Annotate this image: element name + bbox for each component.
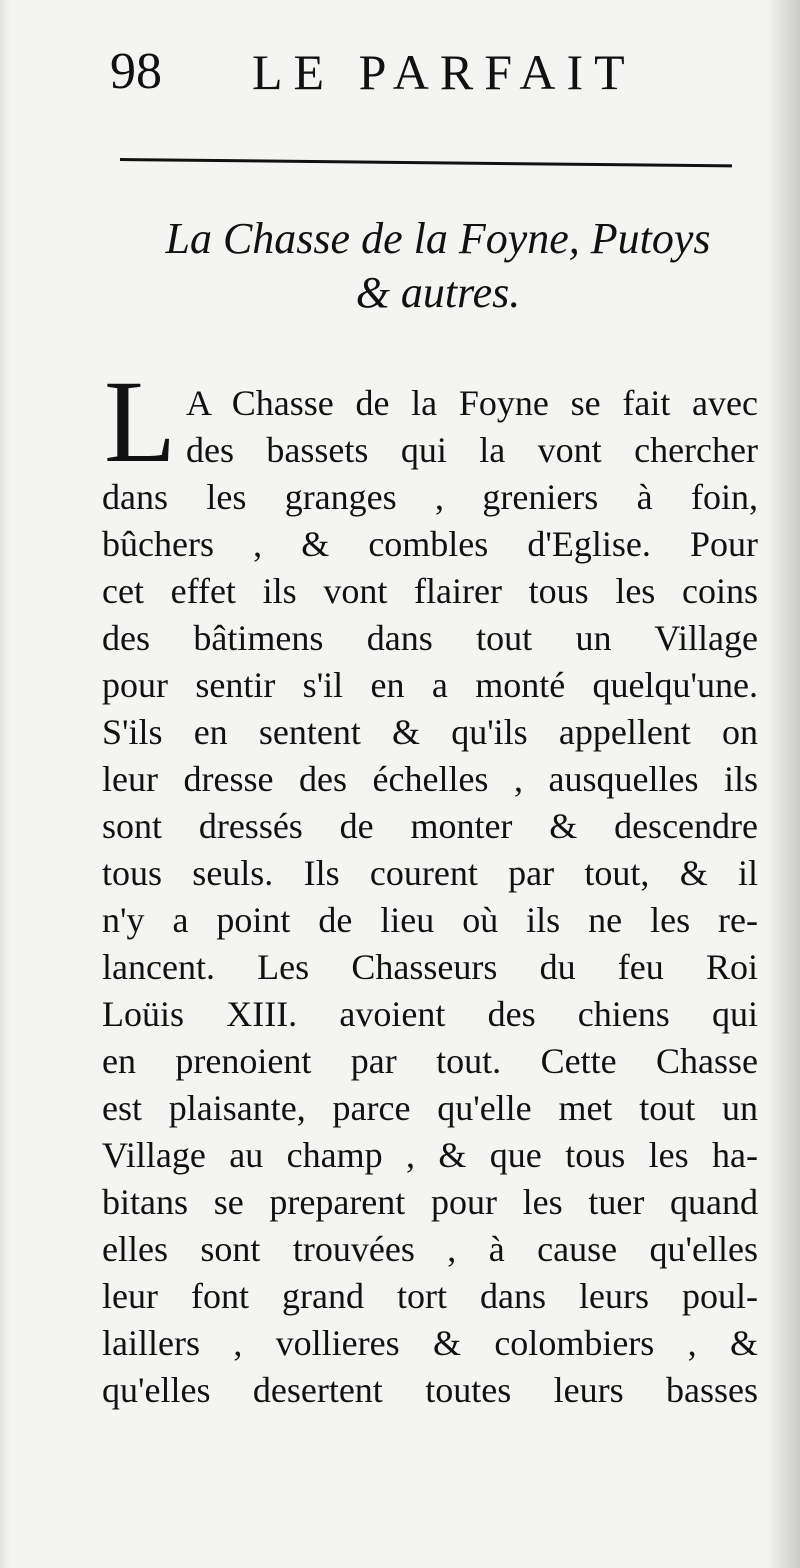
body-line: S'ils en sentent & qu'ils appellent on bbox=[102, 712, 758, 752]
body-line: leur dresse des échelles , ausquelles ils bbox=[102, 759, 758, 799]
body-line: des bâtimens dans tout un Village bbox=[102, 618, 758, 658]
page-edge-shadow bbox=[766, 0, 800, 1568]
running-title: LE PARFAIT bbox=[252, 44, 636, 100]
body-line: qu'elles desertent toutes leurs basses bbox=[102, 1370, 758, 1410]
page-number: 98 bbox=[110, 43, 162, 100]
body-line: bûchers , & combles d'Eglise. Pour bbox=[102, 524, 758, 564]
body-line: cet effet ils vont flairer tous les coins bbox=[102, 571, 758, 611]
body-line: pour sentir s'il en a monté quelqu'une. bbox=[102, 665, 758, 705]
section-heading-line-1: La Chasse de la Foyne, Putoys bbox=[165, 214, 711, 263]
body-line: leur font grand tort dans leurs poul- bbox=[102, 1276, 758, 1316]
body-line: bitans se preparent pour les tuer quand bbox=[102, 1182, 758, 1222]
body-line: Loüis XIII. avoient des chiens qui bbox=[102, 994, 758, 1034]
body-line: en prenoient par tout. Cette Chasse bbox=[102, 1041, 758, 1081]
body-line: n'y a point de lieu où ils ne les re- bbox=[102, 900, 758, 940]
body-line: lancent. Les Chasseurs du feu Roi bbox=[102, 947, 758, 987]
body-line: est plaisante, parce qu'elle met tout un bbox=[102, 1088, 758, 1128]
drop-cap: L bbox=[104, 356, 177, 487]
body-line: Village au champ , & que tous les ha- bbox=[102, 1135, 758, 1175]
page-gutter-shadow bbox=[0, 0, 10, 1568]
section-heading-line-2: & autres. bbox=[355, 268, 521, 317]
body-line: tous seuls. Ils courent par tout, & il bbox=[102, 853, 758, 893]
body-line: elles sont trouvées , à cause qu'elles bbox=[102, 1229, 758, 1269]
section-heading bbox=[118, 212, 758, 320]
body-line: A Chasse de la Foyne se fait avec bbox=[186, 383, 758, 423]
body-line: laillers , vollieres & colombiers , & bbox=[102, 1323, 758, 1363]
body-line: dans les granges , greniers à foin, bbox=[102, 477, 758, 517]
page-header bbox=[110, 36, 670, 106]
header-rule bbox=[120, 158, 732, 167]
body-line: des bassets qui la vont chercher bbox=[186, 430, 758, 470]
body-line: sont dressés de monter & descendre bbox=[102, 806, 758, 846]
